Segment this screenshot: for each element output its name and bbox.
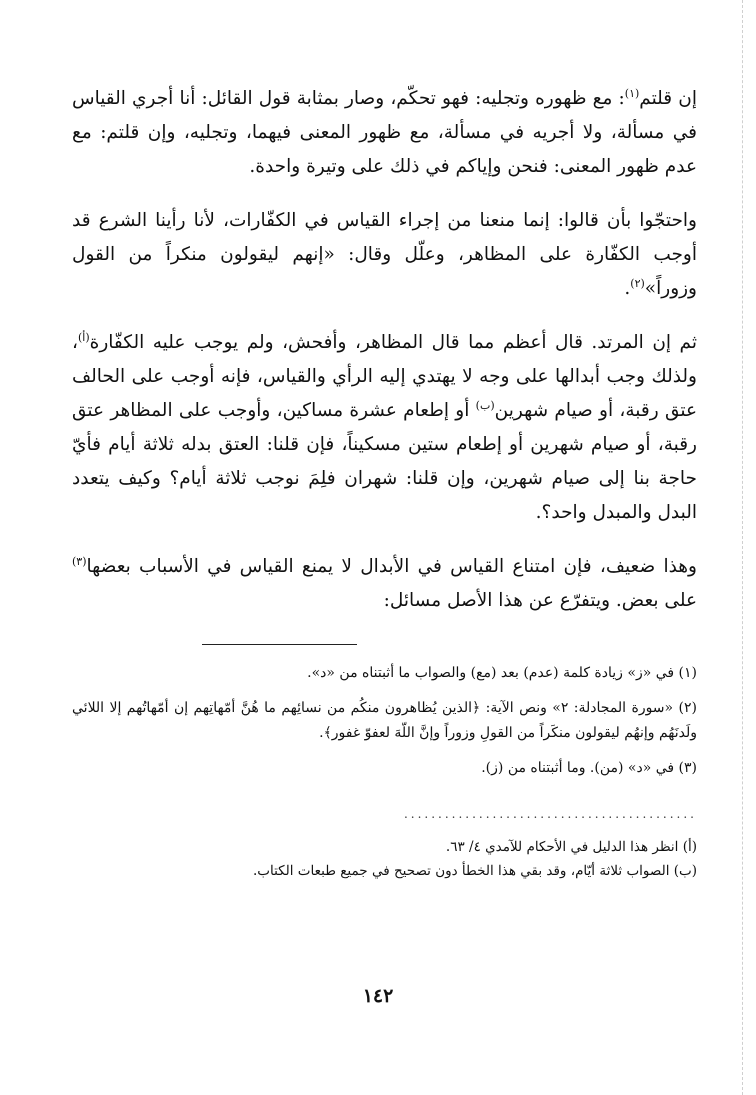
paragraph-text: . xyxy=(624,278,631,299)
footnote-marker: (٣) xyxy=(678,760,697,776)
body-paragraph xyxy=(72,326,697,530)
footnotes xyxy=(72,661,697,781)
paragraph-text: أو إطعام عشرة مساكين، وأوجب على المظاهر عتق رقبة، أو صيام شهرين أو إطعام ستين مسكيناً، فإن قلنا: العتق بدله ثلاثة أيام فأيّ حاجة بنا إلى صيام شهرين، وإن قلنا: شهران فلِمَ نوجب ثلاثة أيام؟ وكيف يتعدد البدل والمبدل واحد؟. xyxy=(72,400,697,523)
paragraph-text: على بعض. ويتفرّع عن هذا الأصل مسائل: xyxy=(383,590,697,611)
body-paragraph xyxy=(72,82,697,184)
editor-notes xyxy=(72,835,697,883)
body-text xyxy=(72,82,697,618)
footnote-item xyxy=(72,661,697,686)
paragraph-text: وهذا ضعيف، فإن امتناع القياس في الأبدال لا يمنع القياس في الأسباب بعضها xyxy=(86,556,697,577)
footnote-reference: (٣) xyxy=(72,554,87,568)
footnote-text: في «د» (من). وما أثبتناه من (ز). xyxy=(481,760,675,776)
footnote-reference: (ب) xyxy=(475,398,495,412)
footnote-reference: (٢) xyxy=(630,276,645,290)
editor-note xyxy=(72,835,697,859)
paragraph-text: إن قلتم xyxy=(639,88,697,109)
paragraph-text: واحتجّوا بأن قالوا: إنما منعنا من إجراء القياس في الكفّارات، لأنا رأينا الشرع قد أوجب الكفّارة على المظاهر، وعلّل وقال: «إنهم ليقولون منكراً من القول وزوراً» xyxy=(72,210,697,299)
editor-note-marker: (ب) xyxy=(673,863,697,879)
editor-note xyxy=(72,859,697,883)
footnote-item xyxy=(72,756,697,781)
editor-note-text: انظر هذا الدليل في الأحكام للآمدي ٤/ ٦٣. xyxy=(445,839,679,855)
footnote-marker: (٢) xyxy=(678,700,697,716)
paragraph-text: : مع ظهوره وتجليه: فهو تحكّم، وصار بمثابة قول القائل: أنا أجري القياس في مسألة، ولا أجريه في مسألة، مع ظهور المعنى فيهما، وتجليه، وإن قلتم: مع عدم ظهور المعنى: فنحن وإياكم في ذلك على وتيرة واحدة. xyxy=(72,88,697,177)
footnote-reference: (أ) xyxy=(77,330,90,344)
footnote-separator xyxy=(202,644,357,645)
body-paragraph xyxy=(72,550,697,618)
page-number: ١٤٢ xyxy=(362,985,394,1007)
body-paragraph xyxy=(72,204,697,306)
editor-note-text: الصواب ثلاثة أيّام، وقد بقي هذا الخطأ دون تصحيح في جميع طبعات الكتاب. xyxy=(253,863,670,879)
page-content xyxy=(72,82,697,883)
paragraph-text: ثم إن المرتد. قال أعظم مما قال المظاهر، وأفحش، ولم يوجب عليه الكفّارة xyxy=(89,332,697,353)
footnote-marker: (١) xyxy=(678,665,697,681)
editor-note-marker: (أ) xyxy=(682,839,697,855)
paragraph-text: ، ولذلك وجب أبدالها على وجه لا يهتدي إليه الرأي والقياس، فإنه أوجب على الحالف عتق رقبة، أو صيام شهرين xyxy=(72,332,697,421)
footnote-text: في «ز» زيادة كلمة (عدم) بعد (مع) والصواب ما أثبتناه من «د». xyxy=(307,665,675,681)
page-edge-guide xyxy=(742,0,743,1095)
dotted-separator: ........................................... xyxy=(403,807,697,821)
footnote-reference: (١) xyxy=(624,86,640,100)
footnote-text: «سورة المجادلة: ٢» ونص الآية: ﴿الذين يُظاهرون منكُم من نسائِهم ما هُنَّ أمّهاتِهم إن أمّهاتُهم إلا اللائي ولَدنَهُم وإنهُم ليقولون منكَراً من القولِ وزوراً وإنَّ اللّهَ لعفوّ غفور﴾. xyxy=(72,700,697,741)
footnote-item xyxy=(72,696,697,746)
